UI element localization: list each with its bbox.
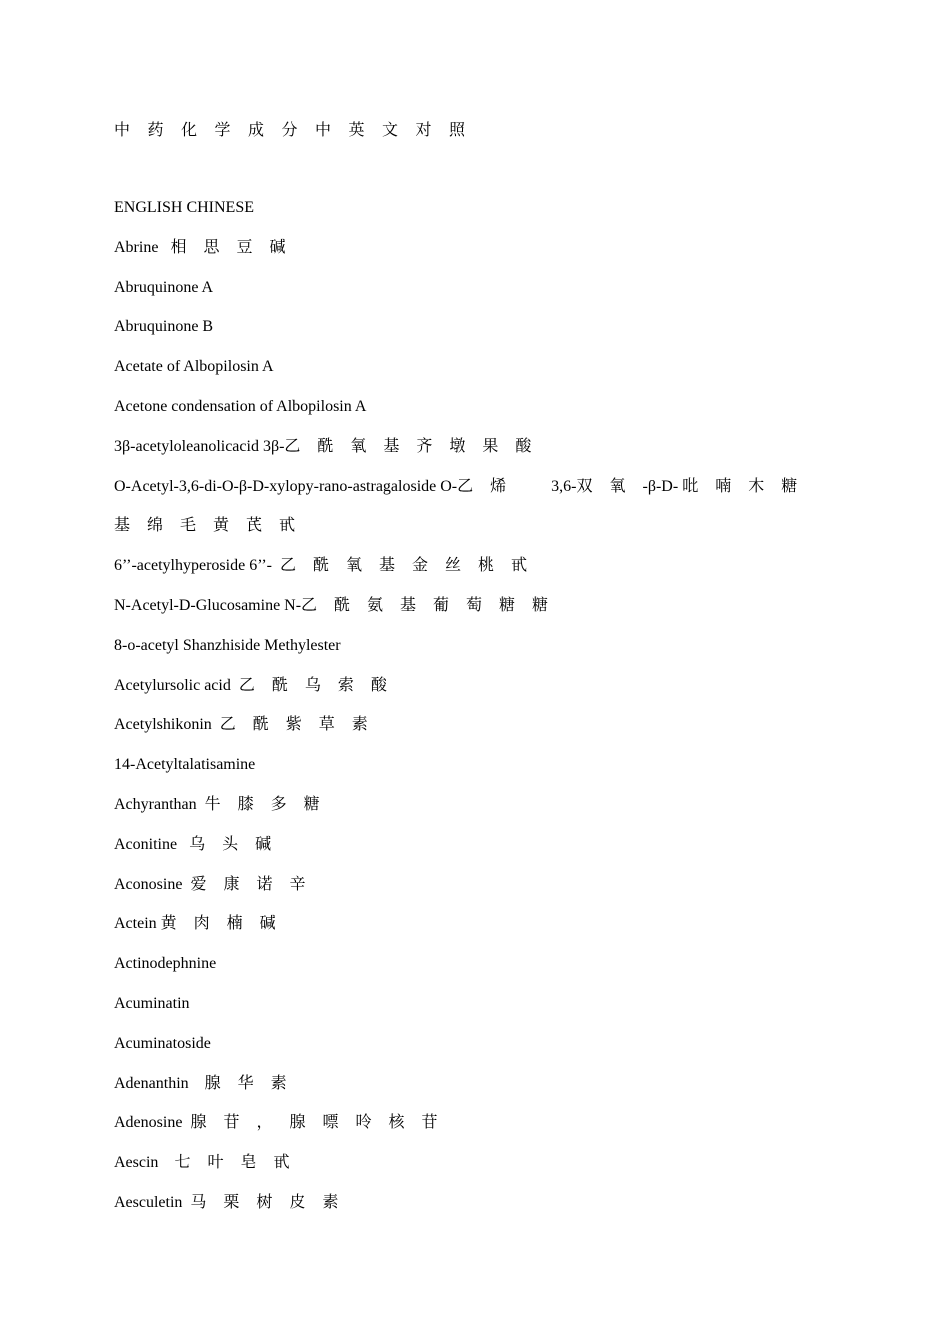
- entry-english: Achyranthan: [114, 795, 197, 813]
- entry-chinese: 乙酰氨基葡萄糖糖: [301, 596, 566, 614]
- list-item: [114, 865, 834, 905]
- entry-chinese-part2: 双氧: [576, 477, 643, 495]
- header-english-chinese: ENGLISH CHINESE: [114, 199, 254, 216]
- entry-chinese: 腺苷，腺嘌呤核苷: [190, 1114, 455, 1132]
- list-item: [114, 467, 834, 547]
- list-item: [114, 785, 834, 825]
- list-item: [114, 387, 834, 427]
- entry-english: Actinodephnine: [114, 955, 217, 973]
- list-item: [114, 347, 834, 387]
- entry-english-part2: 3,6-: [551, 477, 577, 495]
- entry-english: Abruquinone A: [114, 278, 214, 296]
- entry-chinese: 腺华素: [204, 1074, 304, 1092]
- entry-chinese: 乙酰氧基金丝桃甙: [280, 557, 545, 575]
- list-item: [114, 1024, 834, 1064]
- list-item: [114, 546, 834, 586]
- entry-chinese: 七叶皂甙: [174, 1154, 307, 1172]
- list-item: [114, 626, 834, 666]
- entry-english: 8-o-acetyl Shanzhiside Methylester: [114, 636, 341, 654]
- list-item: [114, 1183, 834, 1223]
- entry-chinese: 乙酰紫草素: [219, 716, 385, 734]
- list-item: [114, 586, 834, 626]
- entry-english: N-Acetyl-D-Glucosamine N-: [114, 596, 302, 614]
- list-item: [114, 904, 834, 944]
- list-item: [114, 1064, 834, 1104]
- entry-chinese: 相思豆碱: [170, 238, 303, 256]
- entry-english: Actein: [114, 915, 157, 933]
- entry-chinese: 乌头碱: [189, 835, 289, 853]
- entry-chinese: 牛膝多糖: [204, 795, 337, 813]
- entry-english: Acetylursolic acid: [114, 676, 231, 694]
- entry-english: 14-Acetyltalatisamine: [114, 756, 256, 774]
- list-item: [114, 944, 834, 984]
- list-item: [114, 745, 834, 785]
- entry-chinese: 乙酰氧基齐墩果酸: [284, 437, 549, 455]
- entry-english: Abrine: [114, 238, 159, 256]
- list-item: [114, 268, 834, 308]
- entry-english: Abruquinone B: [114, 318, 214, 336]
- entry-english: Aconitine: [114, 835, 178, 853]
- entry-english: Adenosine: [114, 1114, 183, 1132]
- list-item: [114, 1143, 834, 1183]
- entry-english: Acuminatin: [114, 994, 190, 1012]
- entry-english: O-Acetyl-3,6-di-O-β-D-xylopy-rano-astragaloside O-: [114, 477, 458, 495]
- entry-english: Acetone condensation of Albopilosin A: [114, 397, 367, 415]
- entry-chinese: 黄肉楠碱: [160, 915, 293, 933]
- entry-english: Aesculetin: [114, 1193, 183, 1211]
- list-header: [114, 188, 834, 228]
- entry-list: [114, 188, 834, 1223]
- entry-english-part3: -β-D-: [642, 477, 679, 495]
- entry-english: 6’’-acetylhyperoside 6’’-: [114, 557, 272, 575]
- entry-chinese: 乙酰乌索酸: [238, 676, 404, 694]
- entry-english: Adenanthin: [114, 1074, 189, 1092]
- entry-english: Aescin: [114, 1154, 159, 1172]
- entry-english: Acuminatoside: [114, 1034, 211, 1052]
- entry-chinese: 马栗树皮素: [190, 1193, 356, 1211]
- entry-chinese: 乙烯: [457, 477, 524, 495]
- entry-english: Aconosine: [114, 875, 183, 893]
- list-item: [114, 666, 834, 706]
- list-item: [114, 427, 834, 467]
- list-item: [114, 984, 834, 1024]
- entry-english: Acetylshikonin: [114, 716, 212, 734]
- list-item: [114, 705, 834, 745]
- list-item: [114, 228, 834, 268]
- entry-chinese-part3: 吡喃木糖基绵毛黄芪甙: [114, 477, 815, 535]
- document-title: 中药化学成分中英文对照: [114, 122, 483, 139]
- list-item: [114, 825, 834, 865]
- entry-english: Acetate of Albopilosin A: [114, 358, 274, 376]
- list-item: [114, 307, 834, 347]
- entry-english: 3β-acetyloleanolicacid 3β-: [114, 437, 285, 455]
- entry-chinese: 爱康诺辛: [190, 875, 323, 893]
- list-item: [114, 1103, 834, 1143]
